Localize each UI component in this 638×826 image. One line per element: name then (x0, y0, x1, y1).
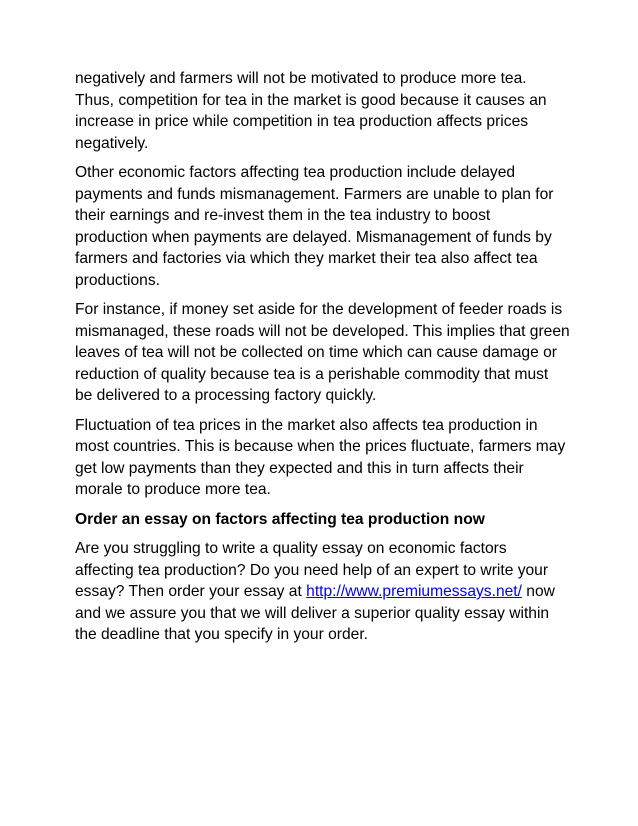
paragraph-price-fluctuation: Fluctuation of tea prices in the market also affects tea production in most countries. This is because when the prices fluctuate, farmers may get low payments than they expected and this in turn affects their morale to produce more tea. (75, 416, 566, 498)
order-text-before-link: Are you struggling to write a quality essay on economic factors affecting tea production? Do you need help of an expert to write your essay? Then order your essay at (75, 540, 549, 600)
document-page (75, 68, 575, 654)
order-text-after-link: now and we assure you that we will deliver a superior quality essay within the deadline that you specify in your order. (75, 583, 555, 643)
paragraph-feeder-roads: For instance, if money set aside for the development of feeder roads is mismanaged, these roads will not be developed. This implies that green leaves of tea will not be collected on time which can cause damage or reduction of quality because tea is a perishable commodity that must be delivered to a processing factory quickly. (75, 301, 570, 404)
paragraph-economic-factors: Other economic factors affecting tea production include delayed payments and funds mismanagement. Farmers are unable to plan for their earnings and re-invest them in the tea industry to boost production when payments are delayed. Mismanagement of funds by farmers and factories via which they market their tea also affect tea productions. (75, 164, 554, 289)
paragraph-order-essay (75, 538, 575, 646)
premiumessays-link[interactable]: http://www.premiumessays.net/ (306, 583, 522, 600)
section-heading: Order an essay on factors affecting tea production now (75, 510, 485, 528)
paragraph-competition: negatively and farmers will not be motivated to produce more tea. Thus, competition for tea in the market is good because it causes an increase in price while competition in tea production affects prices negatively. (75, 70, 547, 152)
